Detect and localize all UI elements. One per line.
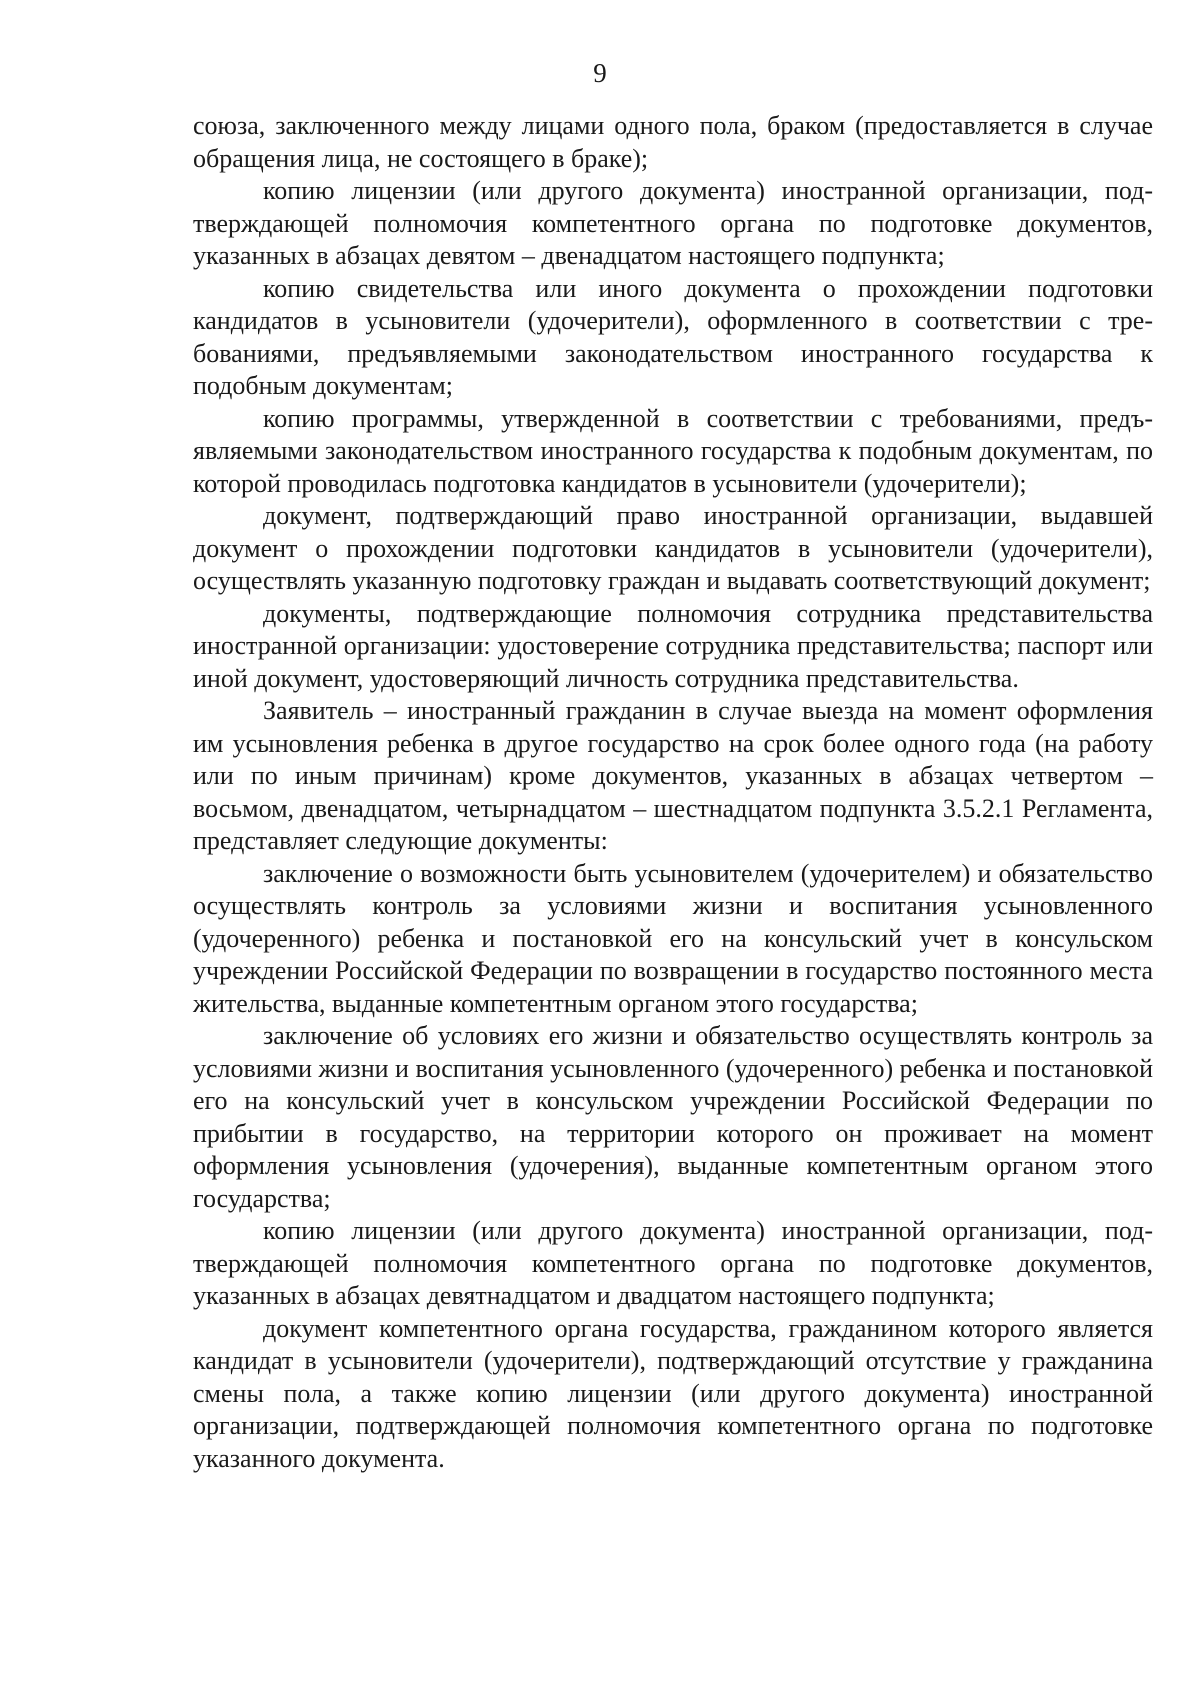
paragraph: копию лицензии (или другого документа) иностранной организации, подтверждающей полномочия компетентного органа по подготовке документов, указанных в абзацах девятом – двенадцатом настоящего подпункта; — [193, 176, 1153, 270]
paragraph: Заявитель – иностранный гражданин в случае выезда на момент оформления им усыновления ребенка в другое государство на срок более одного года (на работу или по иным причинам) кроме документов, указанных в абзацах четвертом – восьмом, двенадцатом, четырнадцатом – шестнадцатом подпункта 3.5.2.1 Регламента, представляет следующие документы: — [193, 696, 1153, 855]
paragraph: документ компетентного органа государства, гражданином которого является кандидат в усыновители (удочерители), подтверждающий отсутствие у гражданина смены пола, а также копию лицензии (или другого документа) иностранной организации, подтверждающей полномочия компетентного органа по подготовке указанного документа. — [193, 1313, 1153, 1473]
paragraph: копию свидетельства или иного документа о прохождении подготовки кандидатов в усыновители (удочерители), оформленного в соответствии с требованиями, предъявляемыми законодательством иностранного государства к подобным документам; — [193, 273, 1153, 400]
page-number: 9 — [593, 58, 607, 88]
paragraph: документы, подтверждающие полномочия сотрудника представительства иностранной организации: удостоверение сотрудника представительства; паспорт или иной документ, удостоверяющий личность сотрудника представительства. — [193, 598, 1153, 693]
paragraph: заключение о возможности быть усыновителем (удочерителем) и обязательство осуществлять контроль за условиями жизни и воспитания усыновленного (удочеренного) ребенка и постановкой его на консульский учет в консульском учреждении Российской Федерации по возвращении в государство постоянного места жительства, выданные компетентным органом этого государства; — [193, 858, 1153, 1018]
paragraph: союза, заключенного между лицами одного пола, браком (предоставляется в случае обращения лица, не состоящего в браке); — [193, 111, 1153, 173]
paragraph: документ, подтверждающий право иностранной организации, выдавшей документ о прохождении подготовки кандидатов в усыновители (удочерители), осуществлять указанную подготовку граждан и выдавать соответствующий документ; — [193, 501, 1153, 595]
paragraph: копию лицензии (или другого документа) иностранной организации, подтверждающей полномочия компетентного органа по подготовке документов, указанных в абзацах девятнадцатом и двадцатом настоящего подпункта; — [193, 1216, 1153, 1310]
paragraph: копию программы, утвержденной в соответствии с требованиями, предъявляемыми законодательством иностранного государства к подобным документам, по которой проводилась подготовка кандидатов в усыновители (удочерители); — [193, 403, 1153, 498]
document-body — [193, 110, 1153, 1475]
paragraph: заключение об условиях его жизни и обязательство осуществлять контроль за условиями жизни и воспитания усыновленного (удочеренного) ребенка и постановкой его на консульский учет в консульском учреждении Российской Федерации по прибытии в государство, на территории которого он проживает на момент оформления усыновления (удочерения), выданные компетентным органом этого государства; — [193, 1021, 1153, 1213]
